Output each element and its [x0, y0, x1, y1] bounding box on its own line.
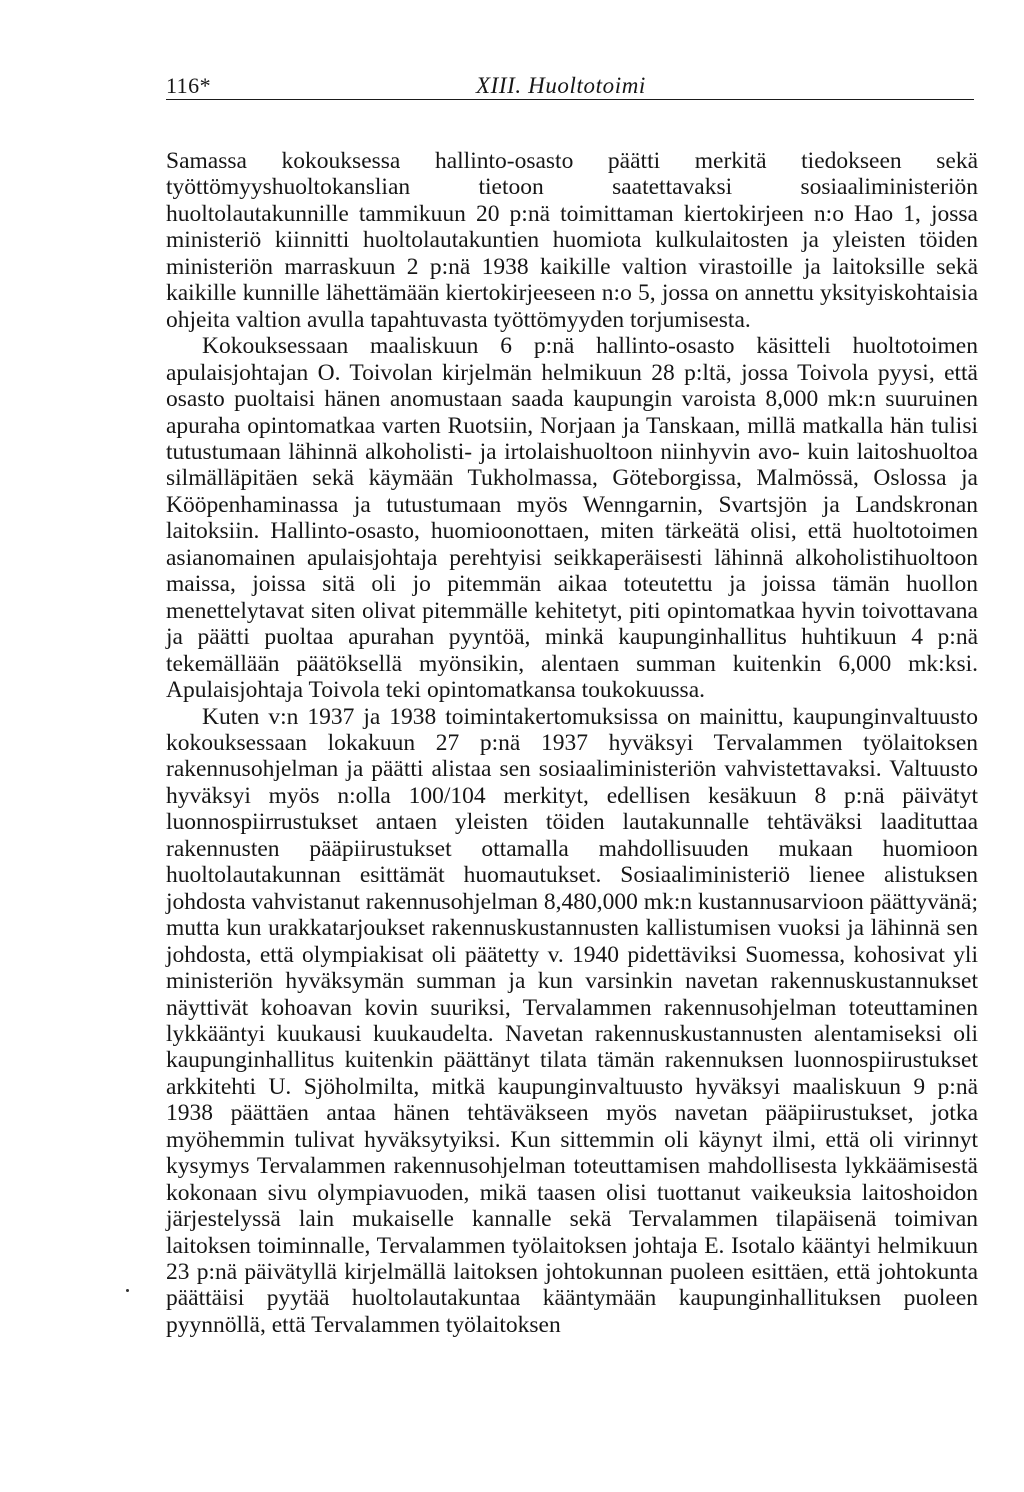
section-title: XIII. Huoltotoimi — [476, 73, 646, 98]
page-number: 116* — [166, 73, 212, 98]
paragraph-3: Kuten v:n 1937 ja 1938 toimintakertomuksissa on mainittu, kaupunginvaltuusto kokouksessaan lokakuun 27 p:nä 1937 hyväksyi Tervalammen työlaitoksen rakennusohjelman ja päätti alistaa sen sosiaaliministeriön vahvistettavaksi. Valtuusto hyväksyi myös n:olla 100/104 merkityt, edellisen kesäkuun 8 p:nä päivätyt luonnospiirrustukset antaen yleisten töiden lautakunnalle tehtäväksi laadituttaa rakennusten pääpiirustukset ottamalla mahdollisuuden mukaan huomioon huoltolautakunnan esittämät huomautukset. Sosiaaliministeriö lienee alistuksen johdosta vahvistanut rakennusohjelman 8,480,000 mk:n kustannusarvioon päättyvänä; mutta kun urakkatarjoukset rakennuskustannusten kallistumisen vuoksi ja lähinnä sen johdosta, että olympiakisat oli päätetty v. 1940 pidettäviksi Suomessa, kohosivat yli ministeriön hyväksymän summan ja kun varsinkin navetan rakennuskustannukset näyttivät kohoavan kovin suuriksi, Tervalammen rakennusohjelman toteuttaminen lykkääntyi kuukausi kuukaudelta. Navetan rakennuskustannusten alentamiseksi oli kaupunginhallitus kuitenkin päättänyt tilata tämän rakennuksen luonnospiirustukset arkkitehti U. Sjöholmilta, mitkä kaupunginvaltuusto hyväksyi maaliskuun 9 p:nä 1938 päättäen antaa hänen tehtäväkseen myös navetan pääpiirustukset, jotka myöhemmin tulivat hyväksytyiksi. Kun sittemmin oli käynyt ilmi, että oli virinnyt kysymys Tervalammen rakennusohjelman toteuttamisen mahdollisesta lykkäämisestä kokonaan sivu olympiavuoden, mikä taasen olisi tuottanut vaikeuksia laitoshoidon järjestelyssä lain mukaiselle kannalle sekä Tervalammen tilapäisenä toimivan laitoksen toiminnalle, Tervalammen työlaitoksen johtaja E. Isotalo kääntyi helmikuun 23 p:nä päivätyllä kirjelmällä laitoksen johtokunnan puoleen esittäen, että johtokunta päättäisi pyytää huoltolautakuntaa kääntymään kaupunginhallituksen puoleen pyynnöllä, että Tervalammen työlaitoksen — [166, 703, 978, 1338]
header-rule — [166, 99, 974, 100]
paragraph-1: Samassa kokouksessa hallinto-osasto päätti merkitä tiedokseen sekä työttömyyshuoltokanslian tietoon saatettavaksi sosiaaliministeriön huoltolautakunnille tammikuun 20 p:nä toimittaman kiertokirjeen n:o Hao 1, jossa ministeriö kiinnitti huoltolautakuntien huomiota kulkulaitosten ja yleisten töiden ministeriön marraskuun 2 p:nä 1938 kaikille valtion virastoille ja laitoksille sekä kaikille kunnille lähettämään kiertokirjeeseen n:o 5, jossa on annettu yksityiskohtaisia ohjeita valtion avulla tapahtuvasta työttömyyden torjumisesta. — [166, 148, 978, 333]
body-text — [166, 148, 978, 1338]
margin-speck — [126, 1289, 129, 1292]
paragraph-2: Kokouksessaan maaliskuun 6 p:nä hallinto-osasto käsitteli huoltotoimen apulaisjohtajan O. Toivolan kirjelmän helmikuun 28 p:ltä, jossa Toivola pyysi, että osasto puoltaisi hänen anomustaan saada kaupungin varoista 8,000 mk:n suuruinen apuraha opintomatkaa varten Ruotsiin, Norjaan ja Tanskaan, millä matkalla hän tulisi tutustumaan lähinnä alkoholisti- ja irtolaishuoltoon niinhyvin avo- kuin laitoshuoltoa silmälläpitäen sekä käymään Tukholmassa, Göteborgissa, Malmössä, Oslossa ja Kööpenhaminassa ja tutustumaan myös Wenngarnin, Svartsjön ja Landskronan laitoksiin. Hallinto-osasto, huomioonottaen, miten tärkeätä olisi, että huoltotoimen asianomainen apulaisjohtaja perehtyisi seikkaperäisesti lähinnä alkoholistihuoltoon maissa, joissa sitä oli jo pitemmän aikaa toteutettu ja joissa tämän huollon menettelytavat siten olivat pitemmälle kehitetyt, piti opintomatkaa hyvin toivottavana ja päätti puoltaa apurahan pyyntöä, minkä kaupunginhallitus huhtikuun 4 p:nä tekemällään päätöksellä myönsikin, alentaen summan kuitenkin 6,000 mk:ksi. Apulaisjohtaja Toivola teki opintomatkansa toukokuussa. — [166, 333, 978, 704]
